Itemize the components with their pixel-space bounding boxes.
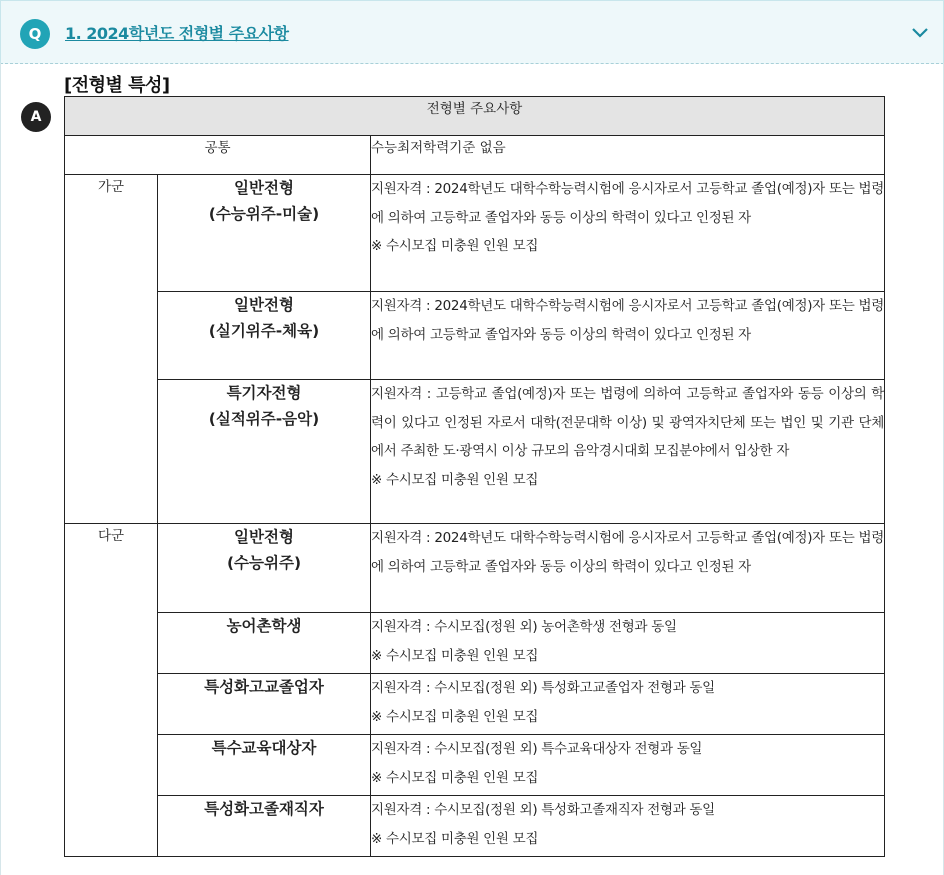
track-description	[371, 524, 885, 613]
table-row	[65, 292, 885, 380]
table-header: 전형별 주요사항	[65, 97, 885, 136]
common-row	[65, 136, 885, 175]
track-name	[158, 796, 371, 857]
eligibility-text: 지원자격 : 수시모집(정원 외) 농어촌학생 전형과 동일	[371, 619, 677, 635]
question-badge: Q	[20, 19, 50, 49]
section-title: [전형별 특성]	[64, 75, 170, 96]
track-subtitle: (실기위주-체육)	[208, 322, 320, 340]
track-description	[371, 380, 885, 524]
track-name	[158, 674, 371, 735]
track-name	[158, 524, 371, 613]
track-subtitle: (실적위주-음악)	[208, 410, 320, 428]
table-row	[65, 674, 885, 735]
track-title: 일반전형	[234, 296, 294, 314]
table-row	[65, 796, 885, 857]
track-title: 특성화고교졸업자	[204, 678, 324, 696]
note-text: ※ 수시모집 미충원 인원 모집	[371, 830, 539, 847]
admission-table	[64, 96, 885, 857]
track-title: 일반전형	[234, 179, 294, 197]
track-title: 특기자전형	[226, 384, 302, 402]
common-value: 수능최저학력기준 없음	[371, 136, 885, 175]
eligibility-text: 지원자격 : 2024학년도 대학수학능력시험에 응시자로서 고등학교 졸업(예정)자 또는 법령에 의하여 고등학교 졸업자와 동등 이상의 학력이 있다고 인정된 자	[371, 181, 885, 226]
table-row	[65, 735, 885, 796]
track-title: 특수교육대상자	[211, 739, 317, 757]
table-row	[65, 613, 885, 674]
group-label: 가군	[65, 175, 158, 524]
track-description	[371, 674, 885, 735]
track-name	[158, 380, 371, 524]
group-label: 다군	[65, 524, 158, 857]
track-description	[371, 735, 885, 796]
track-title: 일반전형	[234, 528, 294, 546]
note-text: ※ 수시모집 미충원 인원 모집	[371, 647, 539, 664]
table-header-row	[65, 97, 885, 136]
track-name	[158, 175, 371, 292]
note-text: ※ 수시모집 미충원 인원 모집	[371, 471, 539, 488]
track-description	[371, 175, 885, 292]
chevron-down-icon[interactable]	[911, 23, 929, 41]
eligibility-text: 지원자격 : 수시모집(정원 외) 특성화고졸재직자 전형과 동일	[371, 802, 715, 818]
track-title: 특성화고졸재직자	[204, 800, 324, 818]
common-label: 공통	[65, 136, 371, 175]
note-text: ※ 수시모집 미충원 인원 모집	[371, 769, 539, 786]
table-row	[65, 380, 885, 524]
track-name	[158, 613, 371, 674]
track-name	[158, 735, 371, 796]
track-title: 농어촌학생	[226, 617, 302, 635]
track-description	[371, 292, 885, 380]
track-description	[371, 796, 885, 857]
track-description	[371, 613, 885, 674]
eligibility-text: 지원자격 : 2024학년도 대학수학능력시험에 응시자로서 고등학교 졸업(예정)자 또는 법령에 의하여 고등학교 졸업자와 동등 이상의 학력이 있다고 인정된 자	[371, 530, 885, 575]
table-row	[65, 524, 885, 613]
eligibility-text: 지원자격 : 수시모집(정원 외) 특수교육대상자 전형과 동일	[371, 741, 703, 757]
note-text: ※ 수시모집 미충원 인원 모집	[371, 238, 539, 254]
eligibility-text: 지원자격 : 고등학교 졸업(예정)자 또는 법령에 의하여 고등학교 졸업자와 동등 이상의 학력이 있다고 인정된 자로서 대학(전문대학 이상) 및 광역자치단체 또는 법인 및 기관 단체에서 주최한 도·광역시 이상 규모의 음악경시대회 모집분야에서 입상한 자	[371, 386, 885, 459]
note-text: ※ 수시모집 미충원 인원 모집	[371, 708, 539, 725]
track-subtitle: (수능위주)	[226, 554, 302, 572]
eligibility-text: 지원자격 : 2024학년도 대학수학능력시험에 응시자로서 고등학교 졸업(예정)자 또는 법령에 의하여 고등학교 졸업자와 동등 이상의 학력이 있다고 인정된 자	[371, 298, 885, 343]
question-title-link[interactable]: 1. 2024학년도 전형별 주요사항	[65, 24, 289, 43]
track-subtitle: (수능위주-미술)	[208, 205, 320, 223]
track-name	[158, 292, 371, 380]
faq-question-header[interactable]	[0, 0, 944, 64]
answer-badge: A	[21, 102, 51, 132]
eligibility-text: 지원자격 : 수시모집(정원 외) 특성화고교졸업자 전형과 동일	[371, 680, 715, 696]
table-row	[65, 175, 885, 292]
